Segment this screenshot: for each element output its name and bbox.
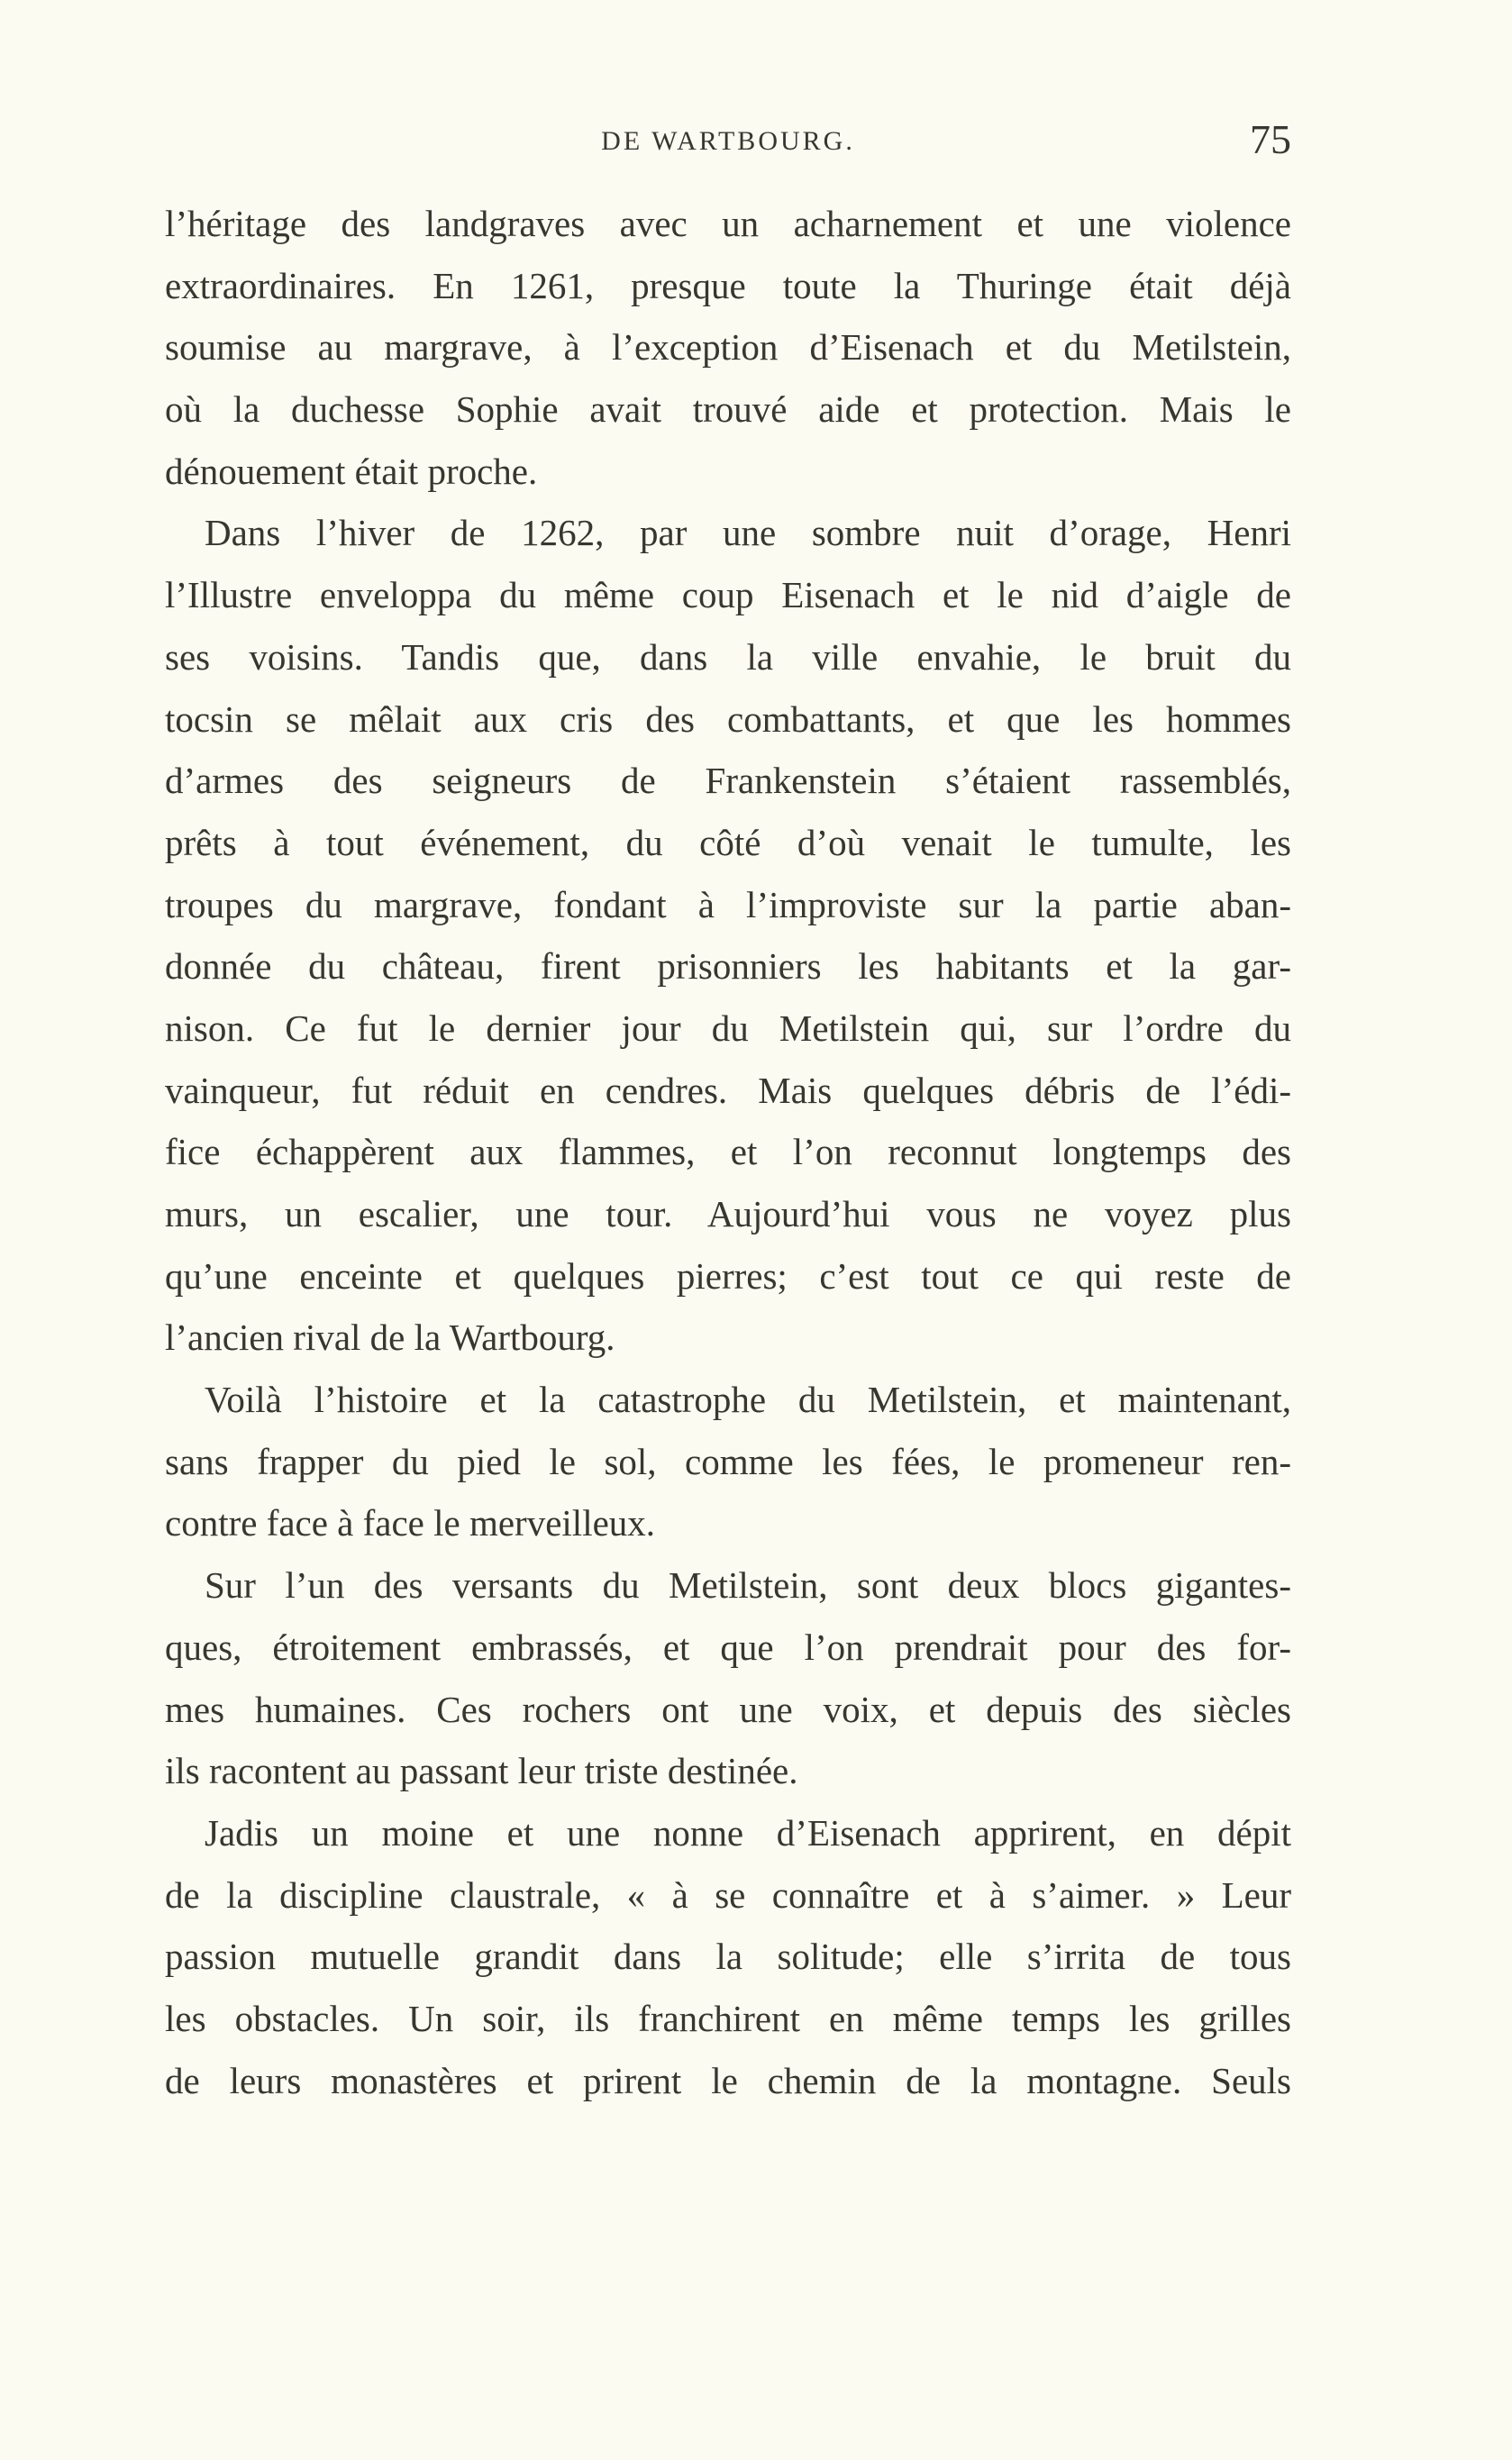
text-line: Jadis un moine et une nonne d’Eisenach apprirent, en dépit — [205, 1811, 1291, 1854]
text-line: l’héritage des landgraves avec un acharnement et une violence — [165, 203, 1291, 244]
text-line: troupes du margrave, fondant à l’improviste sur la partie aban- — [165, 883, 1291, 925]
text-line: ses voisins. Tandis que, dans la ville envahie, le bruit du — [165, 635, 1291, 678]
text-line: tocsin se mêlait aux cris des combattants, et que les hommes — [165, 697, 1291, 740]
text-line: Voilà l’histoire et la catastrophe du Metilstein, et maintenant, — [205, 1379, 1291, 1421]
text-line: mes humaines. Ces rochers ont une voix, et depuis des siècles — [165, 1688, 1291, 1730]
page-number: 75 — [1250, 116, 1291, 162]
paragraph — [165, 193, 1291, 502]
text-line: dénouement était proche. — [165, 450, 538, 492]
page-header — [165, 115, 1291, 169]
paragraph — [165, 502, 1291, 1369]
paragraph — [165, 1554, 1291, 1802]
text-line: fice échappèrent aux flammes, et l’on reconnut longtemps des — [165, 1131, 1291, 1173]
text-line: prêts à tout événement, du côté d’où venait le tumulte, les — [165, 821, 1291, 863]
text-line: de la discipline claustrale, « à se connaître et à s’aimer. » Leur — [165, 1873, 1291, 1916]
paragraph — [165, 1802, 1291, 2111]
paragraph — [165, 1369, 1291, 1554]
text-line: vainqueur, fut réduit en cendres. Mais quelques débris de l’édi- — [165, 1069, 1291, 1111]
text-line: Sur l’un des versants du Metilstein, sont deux blocs gigantes- — [205, 1564, 1291, 1607]
text-line: contre face à face le merveilleux. — [165, 1502, 656, 1544]
text-line: Dans l’hiver de 1262, par une sombre nuit d’orage, Henri — [205, 512, 1291, 554]
text-line: où la duchesse Sophie avait trouvé aide et protection. Mais le — [165, 388, 1291, 431]
text-line: qu’une enceinte et quelques pierres; c’est tout ce qui reste de — [165, 1254, 1291, 1297]
text-line: donnée du château, firent prisonniers les habitants et la gar- — [165, 945, 1291, 988]
text-line: d’armes des seigneurs de Frankenstein s’étaient rassemblés, — [165, 760, 1291, 802]
text-line: murs, un escalier, une tour. Aujourd’hui vous ne voyez plus — [165, 1193, 1291, 1235]
text-line: soumise au margrave, à l’exception d’Eisenach et du Metilstein, — [165, 326, 1291, 369]
text-line: l’Illustre enveloppa du même coup Eisenach et le nid d’aigle de — [165, 574, 1291, 616]
text-line: sans frapper du pied le sol, comme les fées, le promeneur ren- — [165, 1440, 1291, 1482]
text-line: l’ancien rival de la Wartbourg. — [165, 1317, 615, 1359]
text-line: nison. Ce fut le dernier jour du Metilstein qui, sur l’ordre du — [165, 1007, 1291, 1049]
text-line: extraordinaires. En 1261, presque toute la Thuringe était déjà — [165, 264, 1291, 306]
text-line: ques, étroitement embrassés, et que l’on prendrait pour des for- — [165, 1626, 1291, 1668]
text-line: ils racontent au passant leur triste destinée. — [165, 1750, 798, 1792]
text-line: les obstacles. Un soir, ils franchirent en même temps les grilles — [165, 1997, 1291, 2039]
text-line: de leurs monastères et prirent le chemin de la montagne. Seuls — [165, 2059, 1291, 2101]
body-text — [165, 193, 1291, 2111]
running-title: DE WARTBOURG. — [601, 126, 855, 156]
text-line: passion mutuelle grandit dans la solitude; elle s’irrita de tous — [165, 1936, 1291, 1978]
